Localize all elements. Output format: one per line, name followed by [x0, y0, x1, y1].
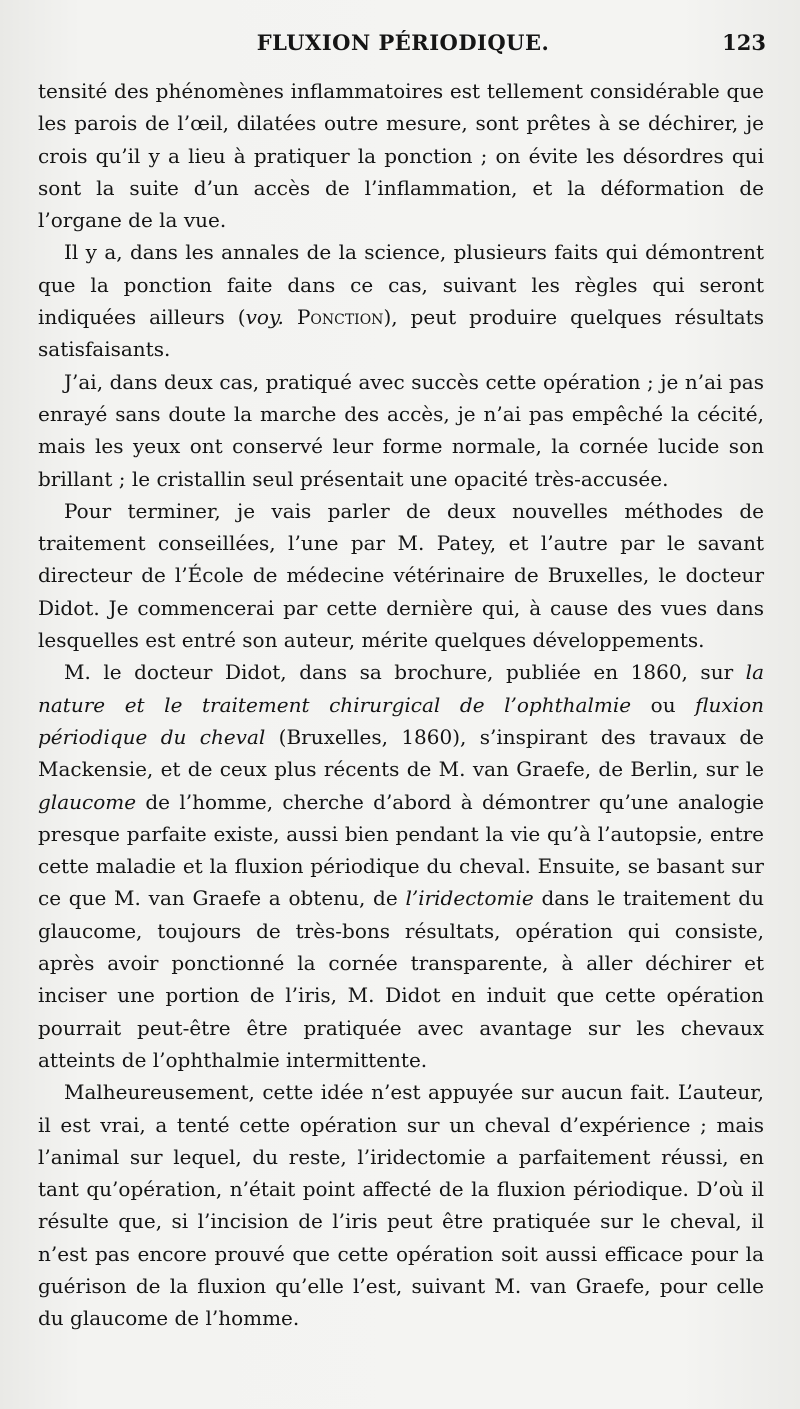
text-segment: ), peut produire quelques résultats satisfaisants.: [38, 305, 764, 362]
running-title: FLUXION PÉRIODIQUE.: [256, 30, 550, 55]
page-header: [40, 24, 766, 64]
italic-reference: voy.: [245, 305, 284, 330]
paragraph-new-methods: Pour terminer, je vais parler de deux nouvelles méthodes de traitement conseillées, l’une par M. Patey, et l’autre par le savant directeur de l’École de médecine vétérinaire de Bruxelles, le docteur Didot. Je commencerai par cette dernière qui, à cause des vues dans lesquelles est entré son auteur, mérite quelques développements.: [38, 498, 764, 653]
italic-term-iridectomie: l’iridectomie: [405, 886, 534, 911]
italic-book-title: la nature et le traitement chirurgical de l’ophthalmie: [38, 660, 764, 717]
text-segment: dans le traitement du glaucome, toujours de très-bons résultats, opération qui consiste, après avoir ponctionné la cornée transparente, à aller déchirer et inciser une portion de l’iris, M. Didot en induit que cette opération pourrait peut-être être pratiquée avec avantage sur les chevaux atteints de l’ophthalmie intermittente.: [38, 886, 764, 1072]
paragraph-own-cases: J’ai, dans deux cas, pratiqué avec succès cette opération ; je n’ai pas enrayé sans doute la marche des accès, je n’ai pas empêché la cécité, mais les yeux ont conservé leur forme normale, la cornée lucide son brillant ; le cristallin seul présentait une opacité très-accusée.: [38, 369, 764, 491]
text-segment: (Bruxelles, 1860), s’inspirant des travaux de Mackensie, et de ceux plus récents de M. van Graefe, de Berlin, sur le: [38, 724, 765, 782]
text-segment: de l’homme, cherche d’abord à démontrer qu’une analogie presque parfaite existe, aussi bien pendant la vie qu’à l’autopsie, entre cette maladie et la fluxion périodique du cheval. Ensuite, se basant sur ce que M. van Graefe a obtenu, de: [38, 789, 764, 911]
text-segment: ou: [631, 692, 696, 717]
text-segment: M. le docteur Didot, dans sa brochure, publiée en 1860, sur: [64, 660, 746, 685]
paragraph-didot-brochure: [38, 656, 764, 1076]
text-segment: Il y a, dans les annales de la science, plusieurs faits qui démontrent que la ponction faite dans ce cas, suivant les règles qui seront indiquées ailleurs (: [38, 240, 764, 330]
italic-book-title-continued: fluxion périodique du cheval: [38, 692, 764, 749]
italic-term-glaucome: glaucome: [38, 789, 137, 814]
body-text: [38, 75, 764, 1335]
paragraph-ponction-facts: [38, 236, 764, 365]
page-number: 123: [722, 30, 766, 55]
paragraph-continuation: tensité des phénomènes inflammatoires est tellement considérable que les parois de l’œil, dilatées outre mesure, sont prêtes à se déchirer, je crois qu’il y a lieu à pratiquer la ponction ; on évite les désordres qui sont la suite d’un accès de l’inflammation, et la déformation de l’organe de la vue.: [38, 79, 764, 233]
paragraph-conclusion: Malheureusement, cette idée n’est appuyée sur aucun fait. L’auteur, il est vrai, a tenté cette opération sur un cheval d’expérience ; mais l’animal sur lequel, du reste, l’iridectomie a parfaitement réussi, en tant qu’opération, n’était point affecté de la fluxion périodique. D’où il résulte que, si l’incision de l’iris peut être pratiquée sur le cheval, il n’est pas encore prouvé que cette opération soit aussi efficace pour la guérison de la fluxion qu’elle l’est, suivant M. van Graefe, pour celle du glaucome de l’homme.: [38, 1080, 764, 1331]
small-caps-reference: Ponction: [296, 305, 384, 330]
